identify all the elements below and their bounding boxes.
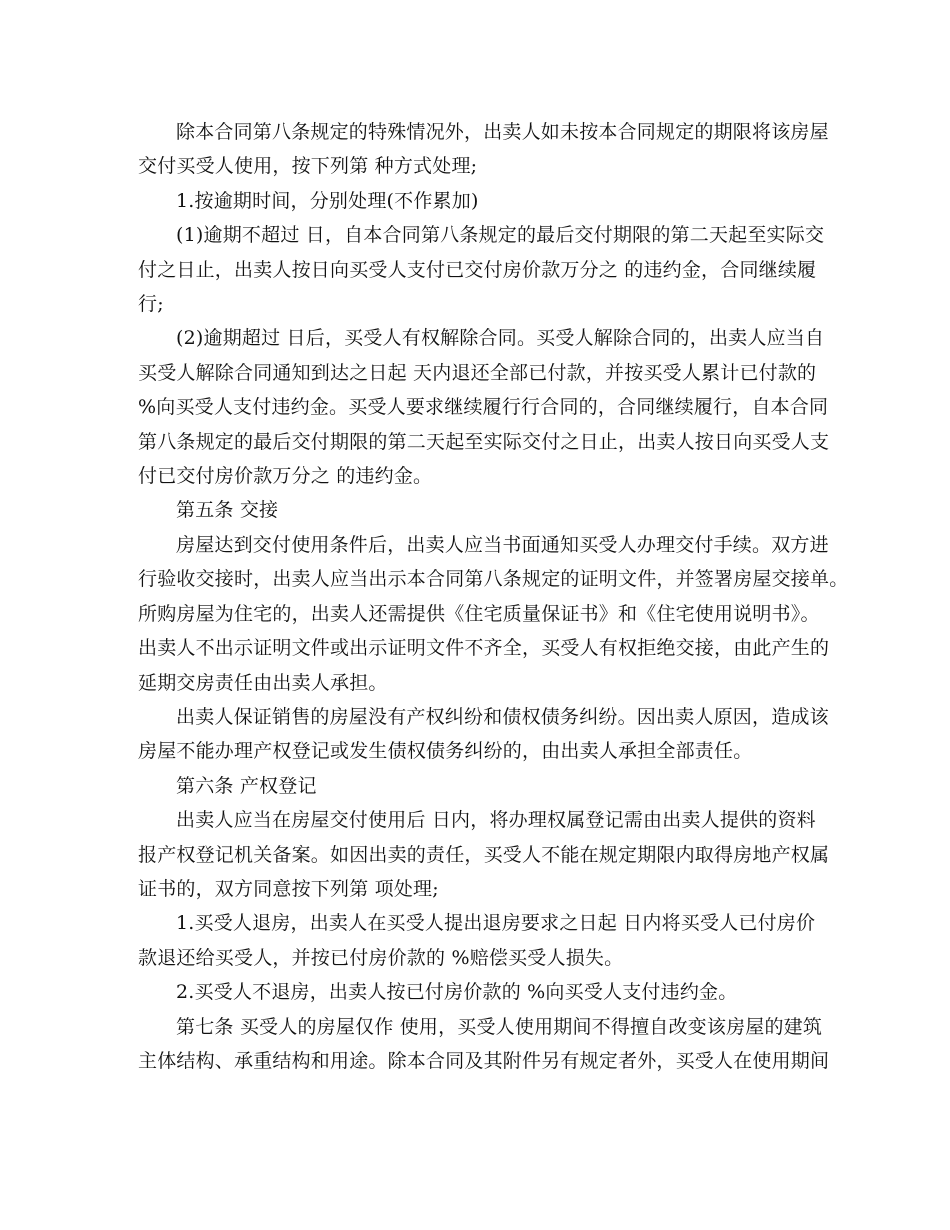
- text-line: 主体结构、承重结构和用途。除本合同及其附件另有规定者外，买受人在使用期间: [138, 1049, 830, 1072]
- text-line: 除本合同第八条规定的特殊情况外，出卖人如未按本合同规定的期限将该房屋: [176, 121, 829, 143]
- text-line: 所购房屋为住宅的，出卖人还需提供《住宅质量保证书》和《住宅使用说明书》。: [138, 602, 820, 625]
- document-body: [138, 115, 849, 1078]
- text-line: 1.按逾期时间，分别处理(不作累加): [176, 189, 479, 212]
- text-line: 证书的，双方同意按下列第 项处理;: [138, 877, 439, 900]
- section-heading: 第五条 交接: [176, 499, 279, 522]
- text-line: 房屋不能办理产权登记或发生债权债务纠纷的，由出卖人承担全部责任。: [138, 740, 753, 763]
- text-line: 2.买受人不退房，出卖人按已付房价款的 %向买受人支付违约金。: [176, 981, 738, 1004]
- text-line: 行;: [138, 293, 164, 316]
- text-line: 行验收交接时，出卖人应当出示本合同第八条规定的证明文件，并签署房屋交接单。: [138, 568, 849, 591]
- text-line: 报产权登记机关备案。如因出卖的责任，买受人不能在规定期限内取得房地产权属: [138, 843, 830, 866]
- text-line: %向买受人支付违约金。买受人要求继续履行行合同的，合同继续履行，自本合同: [138, 396, 829, 419]
- text-line: 买受人解除合同通知到达之日起 天内退还全部已付款，并按买受人累计已付款的: [138, 361, 817, 384]
- text-line: 出卖人保证销售的房屋没有产权纠纷和债权债务纠纷。因出卖人原因，造成该: [176, 705, 829, 728]
- text-line: 款退还给买受人，并按已付房价款的 %赔偿买受人损失。: [138, 946, 624, 969]
- text-line: 1.买受人退房，出卖人在买受人提出退房要求之日起 日内将买受人已付房价: [176, 912, 816, 935]
- text-line: 付已交付房价款万分之 的违约金。: [138, 465, 433, 488]
- text-line: 交付买受人使用，按下列第 种方式处理;: [138, 155, 478, 178]
- text-line: 出卖人应当在房屋交付使用后 日内，将办理权属登记需由出卖人提供的资料: [176, 809, 816, 832]
- text-line: 延期交房责任由出卖人承担。: [138, 671, 388, 694]
- text-line: (1)逾期不超过 日，自本合同第八条规定的最后交付期限的第二天起至实际交: [176, 224, 825, 247]
- text-line: 第八条规定的最后交付期限的第二天起至实际交付之日止，出卖人按日向买受人支: [138, 430, 830, 453]
- text-line: 第七条 买受人的房屋仅作 使用，买受人使用期间不得擅自改变该房屋的建筑: [176, 1015, 823, 1038]
- text-line: 出卖人不出示证明文件或出示证明文件不齐全，买受人有权拒绝交接，由此产生的: [138, 637, 830, 660]
- text-line: 付之日止，出卖人按日向买受人支付已交付房价款万分之 的违约金，合同继续履: [138, 258, 817, 281]
- text-block: [138, 115, 849, 1078]
- section-heading: 第六条 产权登记: [176, 774, 317, 797]
- text-line: 房屋达到交付使用条件后，出卖人应当书面通知买受人办理交付手续。双方进: [176, 533, 829, 556]
- text-line: (2)逾期超过 日后，买受人有权解除合同。买受人解除合同的，出卖人应当自: [176, 327, 825, 350]
